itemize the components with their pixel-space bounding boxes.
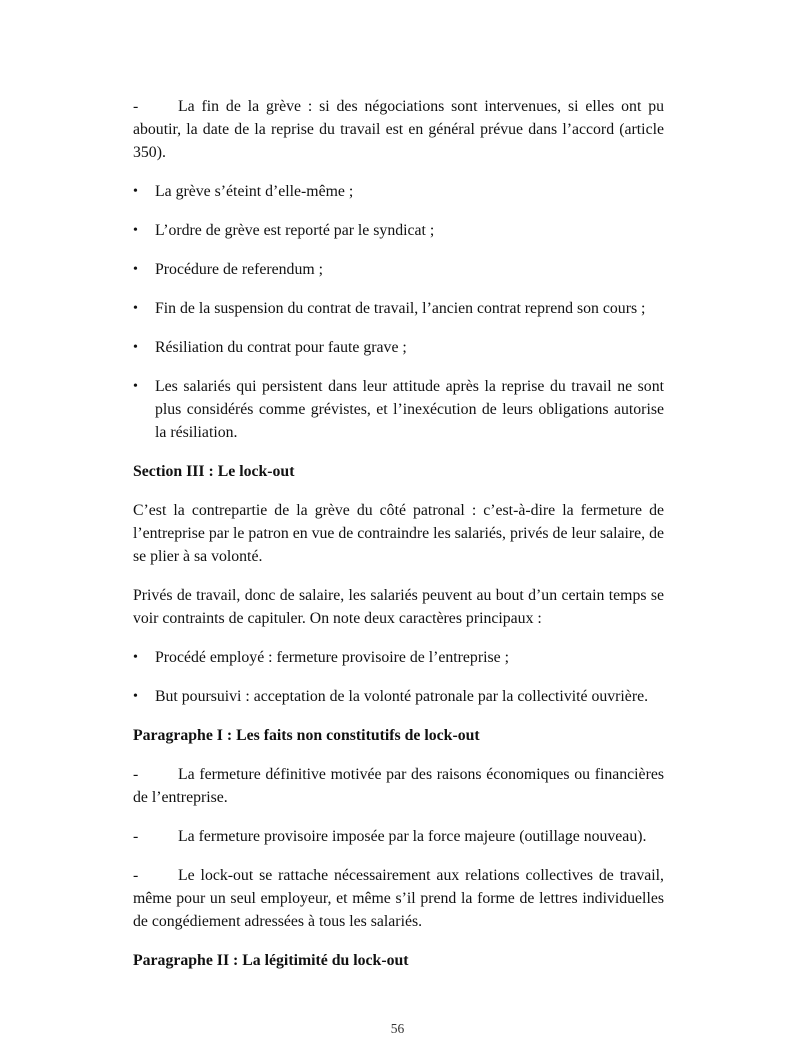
list-item-text: Fin de la suspension du contrat de travail, l’ancien contrat reprend son cours ; — [155, 300, 646, 317]
list-item — [133, 219, 664, 242]
paragraph-heading: Paragraphe II : La légitimité du lock-out — [133, 952, 409, 969]
paragraph-text: La fin de la grève : si des négociations sont intervenues, si elles ont pu aboutir, la date de la reprise du travail est en général prévue dans l’accord (article 350). — [133, 98, 664, 161]
dash-marker: - — [133, 867, 139, 884]
bullet-marker: • — [133, 184, 138, 199]
dash-marker: - — [133, 766, 139, 783]
dash-paragraph — [133, 763, 664, 809]
paragraph-heading: Paragraphe I : Les faits non constitutifs de lock-out — [133, 727, 480, 744]
list-item — [133, 336, 664, 359]
list-item-text: Procédé employé : fermeture provisoire de l’entreprise ; — [155, 649, 509, 666]
list-item-text: But poursuivi : acceptation de la volonté patronale par la collectivité ouvrière. — [155, 688, 649, 705]
list-item — [133, 646, 664, 669]
list-item — [133, 258, 664, 281]
list-item — [133, 297, 664, 320]
bullet-marker: • — [133, 301, 138, 316]
paragraph: C’est la contrepartie de la grève du côté patronal : c’est-à-dire la fermeture de l’entreprise par le patron en vue de contraindre les salariés, privés de leur salaire, de se plier à sa volonté. — [133, 502, 664, 565]
list-item-text: La grève s’éteint d’elle-même ; — [155, 183, 354, 200]
page-content — [133, 95, 664, 988]
dash-paragraph — [133, 825, 664, 848]
list-item-text: Les salariés qui persistent dans leur attitude après la reprise du travail ne sont plus considérés comme grévistes, et l’inexécution de leurs obligations autorise la résiliation. — [155, 378, 664, 441]
bullet-marker: • — [133, 379, 138, 394]
dash-paragraph — [133, 95, 664, 164]
bullet-marker: • — [133, 223, 138, 238]
paragraph-text: La fermeture définitive motivée par des raisons économiques ou financières de l’entreprise. — [133, 766, 664, 806]
list-item-text: Procédure de referendum ; — [155, 261, 323, 278]
list-item-text: Résiliation du contrat pour faute grave ; — [155, 339, 407, 356]
page-footer — [0, 1021, 795, 1037]
bullet-marker: • — [133, 340, 138, 355]
paragraph-text: Le lock-out se rattache nécessairement aux relations collectives de travail, même pour un seul employeur, et même s’il prend la forme de lettres individuelles de congédiement adressées à tous les salariés. — [133, 867, 664, 930]
section-heading: Section III : Le lock-out — [133, 463, 295, 480]
bullet-marker: • — [133, 689, 138, 704]
page-number: 56 — [390, 1021, 405, 1036]
paragraph: Privés de travail, donc de salaire, les salariés peuvent au bout d’un certain temps se voir contraints de capituler. On note deux caractères principaux : — [133, 587, 664, 627]
paragraph-text: La fermeture provisoire imposée par la force majeure (outillage nouveau). — [178, 828, 647, 845]
list-item — [133, 685, 664, 708]
list-item — [133, 375, 664, 444]
dash-paragraph — [133, 864, 664, 933]
bullet-marker: • — [133, 650, 138, 665]
list-item — [133, 180, 664, 203]
bullet-marker: • — [133, 262, 138, 277]
dash-marker: - — [133, 828, 139, 845]
dash-marker: - — [133, 98, 139, 115]
list-item-text: L’ordre de grève est reporté par le syndicat ; — [155, 222, 435, 239]
